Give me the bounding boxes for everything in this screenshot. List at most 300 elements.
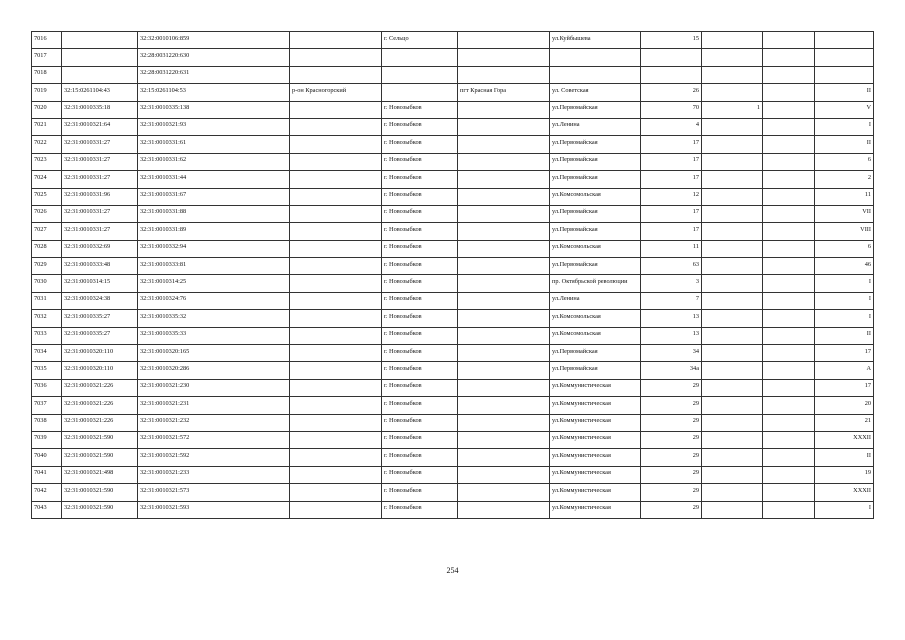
cell-cadastral-1: 32:31:0010321:590 [62,431,138,448]
cell-settlement [458,240,550,257]
table-row [32,449,874,466]
cell-building [702,223,763,240]
cell-building [702,205,763,222]
cell-extra [763,310,815,327]
cell-district [290,431,382,448]
table-row [32,153,874,170]
cell-settlement [458,466,550,483]
cell-number: 7032 [32,310,62,327]
cell-cadastral-2: 32:31:0010321:231 [138,397,290,414]
table-row [32,414,874,431]
cell-city: г. Новозыбков [382,397,458,414]
cell-building [702,466,763,483]
cell-cadastral-1 [62,49,138,66]
cell-settlement [458,223,550,240]
table-row [32,49,874,66]
cell-street: пр. Октябрьской революции [550,275,641,292]
cell-extra [763,362,815,379]
cell-premises: II [815,136,874,153]
cell-house: 29 [641,484,702,501]
cell-district [290,205,382,222]
cell-house: 11 [641,240,702,257]
cell-house: 15 [641,32,702,49]
cell-cadastral-1: 32:31:0010335:27 [62,327,138,344]
cell-cadastral-1 [62,66,138,83]
cell-cadastral-1: 32:31:0010321:226 [62,397,138,414]
cell-settlement [458,136,550,153]
cell-house [641,66,702,83]
cell-building [702,292,763,309]
cell-number: 7040 [32,449,62,466]
cell-cadastral-2: 32:31:0010332:94 [138,240,290,257]
cell-street: ул.Комсомольская [550,188,641,205]
cell-city: г. Новозыбков [382,345,458,362]
cell-settlement [458,362,550,379]
cell-number: 7033 [32,327,62,344]
cell-premises: I [815,292,874,309]
cell-premises: 11 [815,188,874,205]
cell-district [290,484,382,501]
cell-extra [763,136,815,153]
cell-building [702,188,763,205]
cell-extra [763,397,815,414]
cell-settlement [458,49,550,66]
cell-cadastral-1: 32:31:0010320:110 [62,345,138,362]
cell-cadastral-2: 32:31:0010335:138 [138,101,290,118]
table-row [32,501,874,518]
table-row [32,223,874,240]
table-row [32,345,874,362]
cell-premises: 17 [815,379,874,396]
cell-cadastral-1: 32:31:0010321:590 [62,449,138,466]
cell-district [290,66,382,83]
cell-building [702,379,763,396]
cell-street: ул.Первомайская [550,171,641,188]
cell-city: г. Новозыбков [382,205,458,222]
cell-cadastral-2: 32:31:0010321:232 [138,414,290,431]
cell-premises: 46 [815,258,874,275]
cell-city: г. Новозыбков [382,310,458,327]
cell-building [702,310,763,327]
cell-street: ул. Советская [550,84,641,101]
cell-extra [763,449,815,466]
cell-building [702,484,763,501]
cell-building [702,49,763,66]
cell-district [290,449,382,466]
cell-district [290,379,382,396]
cell-street: ул.Куйбышева [550,32,641,49]
table-row [32,327,874,344]
cell-building [702,362,763,379]
cell-city [382,66,458,83]
cell-number: 7023 [32,153,62,170]
cell-city: г. Новозыбков [382,379,458,396]
cell-number: 7034 [32,345,62,362]
cell-street [550,66,641,83]
cell-district: р-он Красногорский [290,84,382,101]
cell-cadastral-2: 32:31:0010321:233 [138,466,290,483]
cell-cadastral-1: 32:31:0010332:69 [62,240,138,257]
table-row [32,101,874,118]
cell-premises: II [815,327,874,344]
cell-number: 7031 [32,292,62,309]
cell-city: г. Новозыбков [382,153,458,170]
cell-district [290,414,382,431]
cell-building [702,66,763,83]
cell-cadastral-1: 32:31:0010335:27 [62,310,138,327]
cell-settlement [458,397,550,414]
cell-extra [763,240,815,257]
cell-cadastral-1: 32:31:0010321:64 [62,118,138,135]
cell-cadastral-1: 32:31:0010321:590 [62,501,138,518]
cell-city: г. Новозыбков [382,431,458,448]
cell-street: ул.Первомайская [550,223,641,240]
cell-premises: I [815,275,874,292]
cell-city: г. Новозыбков [382,136,458,153]
cell-extra [763,101,815,118]
cell-premises: 20 [815,397,874,414]
cell-cadastral-2: 32:31:0010321:573 [138,484,290,501]
cell-number: 7039 [32,431,62,448]
cell-extra [763,223,815,240]
cell-district [290,466,382,483]
cell-city: г. Сельцо [382,32,458,49]
cell-extra [763,153,815,170]
cell-cadastral-2: 32:31:0010331:89 [138,223,290,240]
table-row [32,379,874,396]
cell-street: ул.Первомайская [550,345,641,362]
cell-building [702,32,763,49]
cell-cadastral-1: 32:31:0010321:226 [62,379,138,396]
cell-premises: 6 [815,240,874,257]
cell-house: 34 [641,345,702,362]
cell-extra [763,84,815,101]
cell-cadastral-1: 32:31:0010331:27 [62,136,138,153]
cell-settlement [458,275,550,292]
cell-cadastral-2: 32:31:0010324:76 [138,292,290,309]
cell-settlement [458,66,550,83]
cell-cadastral-2: 32:28:0031220:630 [138,49,290,66]
cell-extra [763,118,815,135]
cell-city: г. Новозыбков [382,484,458,501]
cell-number: 7019 [32,84,62,101]
cell-extra [763,292,815,309]
cell-city: г. Новозыбков [382,327,458,344]
cell-house: 70 [641,101,702,118]
cell-house: 34а [641,362,702,379]
cell-number: 7030 [32,275,62,292]
cell-settlement [458,205,550,222]
cell-premises: 21 [815,414,874,431]
table-row [32,118,874,135]
cell-extra [763,484,815,501]
cell-cadastral-2: 32:31:0010331:61 [138,136,290,153]
cell-cadastral-1: 32:31:0010321:590 [62,484,138,501]
cell-settlement [458,310,550,327]
cell-extra [763,66,815,83]
cell-cadastral-2: 32:31:0010331:67 [138,188,290,205]
cell-premises: I [815,310,874,327]
cell-city: г. Новозыбков [382,258,458,275]
cell-house: 29 [641,397,702,414]
cell-number: 7020 [32,101,62,118]
cell-cadastral-1 [62,32,138,49]
cell-street: ул.Комсомольская [550,240,641,257]
cell-number: 7043 [32,501,62,518]
cell-extra [763,188,815,205]
cell-district [290,362,382,379]
cell-cadastral-2: 32:31:0010321:572 [138,431,290,448]
cell-city: г. Новозыбков [382,466,458,483]
cell-street: ул.Первомайская [550,136,641,153]
cell-premises: XXXII [815,484,874,501]
cell-premises: VIII [815,223,874,240]
cell-number: 7024 [32,171,62,188]
cell-extra [763,414,815,431]
cell-building [702,501,763,518]
cell-premises [815,49,874,66]
cell-premises: I [815,118,874,135]
cell-cadastral-2: 32:31:0010331:44 [138,171,290,188]
cell-premises: 17 [815,345,874,362]
cell-number: 7028 [32,240,62,257]
cell-number: 7026 [32,205,62,222]
cell-settlement [458,188,550,205]
cell-number: 7036 [32,379,62,396]
cell-district [290,345,382,362]
cell-cadastral-1: 32:31:0010320:110 [62,362,138,379]
cell-street: ул.Коммунистическая [550,484,641,501]
cell-settlement [458,484,550,501]
cell-building [702,118,763,135]
cell-cadastral-2: 32:31:0010321:592 [138,449,290,466]
cell-city: г. Новозыбков [382,188,458,205]
cell-extra [763,49,815,66]
cell-settlement [458,118,550,135]
table-row [32,240,874,257]
cell-settlement [458,258,550,275]
table-row [32,431,874,448]
cell-house: 29 [641,431,702,448]
cell-cadastral-2: 32:31:0010321:230 [138,379,290,396]
table-row [32,466,874,483]
cell-street: ул.Первомайская [550,258,641,275]
cell-house: 13 [641,327,702,344]
cell-number: 7016 [32,32,62,49]
cell-district [290,171,382,188]
cell-house: 29 [641,449,702,466]
cell-extra [763,171,815,188]
cell-cadastral-1: 32:31:0010321:226 [62,414,138,431]
table-row [32,32,874,49]
cell-house: 17 [641,223,702,240]
cell-number: 7037 [32,397,62,414]
cell-number: 7018 [32,66,62,83]
cell-number: 7025 [32,188,62,205]
cell-street: ул.Коммунистическая [550,414,641,431]
cell-cadastral-2: 32:31:0010321:593 [138,501,290,518]
cell-extra [763,327,815,344]
cell-house: 29 [641,466,702,483]
cell-district [290,32,382,49]
cell-house: 63 [641,258,702,275]
cell-street: ул.Коммунистическая [550,397,641,414]
cell-house: 7 [641,292,702,309]
cell-cadastral-1: 32:31:0010331:27 [62,153,138,170]
cell-house: 3 [641,275,702,292]
table-row [32,136,874,153]
table-row [32,310,874,327]
table-body [32,32,874,519]
cell-premises [815,66,874,83]
table-row [32,275,874,292]
cell-street: ул.Комсомольская [550,327,641,344]
cell-number: 7029 [32,258,62,275]
cell-building [702,397,763,414]
cell-city: г. Новозыбков [382,362,458,379]
cell-city: г. Новозыбков [382,275,458,292]
cell-cadastral-1: 32:31:0010321:498 [62,466,138,483]
cell-premises: VII [815,205,874,222]
cell-extra [763,32,815,49]
table-row [32,66,874,83]
cell-district [290,397,382,414]
cell-number: 7042 [32,484,62,501]
cell-district [290,275,382,292]
cell-city: г. Новозыбков [382,240,458,257]
cell-house: 13 [641,310,702,327]
cell-premises: V [815,101,874,118]
cell-street: ул.Коммунистическая [550,449,641,466]
cell-city [382,84,458,101]
cell-building [702,171,763,188]
cell-cadastral-2: 32:31:0010331:62 [138,153,290,170]
cell-settlement [458,449,550,466]
cell-number: 7022 [32,136,62,153]
cell-premises: II [815,449,874,466]
cell-extra [763,205,815,222]
cell-cadastral-1: 32:31:0010331:96 [62,188,138,205]
cell-extra [763,258,815,275]
cell-cadastral-1: 32:31:0010335:18 [62,101,138,118]
cell-building [702,153,763,170]
cell-number: 7021 [32,118,62,135]
cell-district [290,310,382,327]
cell-building [702,136,763,153]
table-row [32,292,874,309]
cell-premises: 2 [815,171,874,188]
cell-street: ул.Коммунистическая [550,379,641,396]
cell-cadastral-2: 32:32:0010106:859 [138,32,290,49]
cell-cadastral-2: 32:31:0010331:88 [138,205,290,222]
cell-extra [763,466,815,483]
cell-house: 29 [641,379,702,396]
cell-settlement [458,292,550,309]
cell-premises: I [815,501,874,518]
cell-cadastral-2: 32:28:0031220:631 [138,66,290,83]
cell-cadastral-1: 32:31:0010314:15 [62,275,138,292]
cell-premises: XXXII [815,431,874,448]
cell-district [290,136,382,153]
cell-extra [763,275,815,292]
cell-cadastral-2: 32:31:0010320:286 [138,362,290,379]
cell-premises [815,32,874,49]
cell-street: ул.Коммунистическая [550,501,641,518]
cell-settlement [458,101,550,118]
table-row [32,397,874,414]
cell-building [702,414,763,431]
cell-city [382,49,458,66]
table-row [32,188,874,205]
cell-building [702,275,763,292]
cell-premises: 19 [815,466,874,483]
cell-city: г. Новозыбков [382,501,458,518]
cell-premises: А [815,362,874,379]
cell-cadastral-1: 32:15:0261104:43 [62,84,138,101]
cell-district [290,327,382,344]
cell-district [290,292,382,309]
cell-house: 12 [641,188,702,205]
cell-extra [763,379,815,396]
cell-city: г. Новозыбков [382,292,458,309]
cell-district [290,153,382,170]
cell-district [290,101,382,118]
page-number: 254 [446,566,459,575]
cell-cadastral-1: 32:31:0010324:38 [62,292,138,309]
cell-house: 29 [641,414,702,431]
cell-district [290,501,382,518]
cell-extra [763,345,815,362]
table-row [32,362,874,379]
cell-street [550,49,641,66]
cell-house: 4 [641,118,702,135]
cell-settlement [458,327,550,344]
cell-settlement [458,379,550,396]
cell-settlement [458,431,550,448]
table-row [32,484,874,501]
cell-number: 7041 [32,466,62,483]
table-row [32,171,874,188]
cell-building [702,449,763,466]
cell-number: 7017 [32,49,62,66]
cell-number: 7038 [32,414,62,431]
cell-settlement [458,414,550,431]
cell-building [702,84,763,101]
cell-settlement [458,171,550,188]
cell-building [702,431,763,448]
cell-district [290,240,382,257]
cell-cadastral-1: 32:31:0010331:27 [62,223,138,240]
cell-premises: 6 [815,153,874,170]
cell-street: ул.Комсомольская [550,310,641,327]
cell-district [290,258,382,275]
cell-cadastral-2: 32:31:0010333:81 [138,258,290,275]
cell-house: 17 [641,153,702,170]
cell-city: г. Новозыбков [382,118,458,135]
cell-street: ул.Ленина [550,118,641,135]
table-row [32,258,874,275]
cell-house: 17 [641,171,702,188]
cell-house: 17 [641,205,702,222]
cell-district [290,118,382,135]
cell-settlement: пгт Красная Гора [458,84,550,101]
registry-table [31,31,874,519]
cell-city: г. Новозыбков [382,171,458,188]
cell-cadastral-1: 32:31:0010331:27 [62,171,138,188]
cell-cadastral-2: 32:31:0010314:25 [138,275,290,292]
cell-extra [763,501,815,518]
cell-building [702,345,763,362]
